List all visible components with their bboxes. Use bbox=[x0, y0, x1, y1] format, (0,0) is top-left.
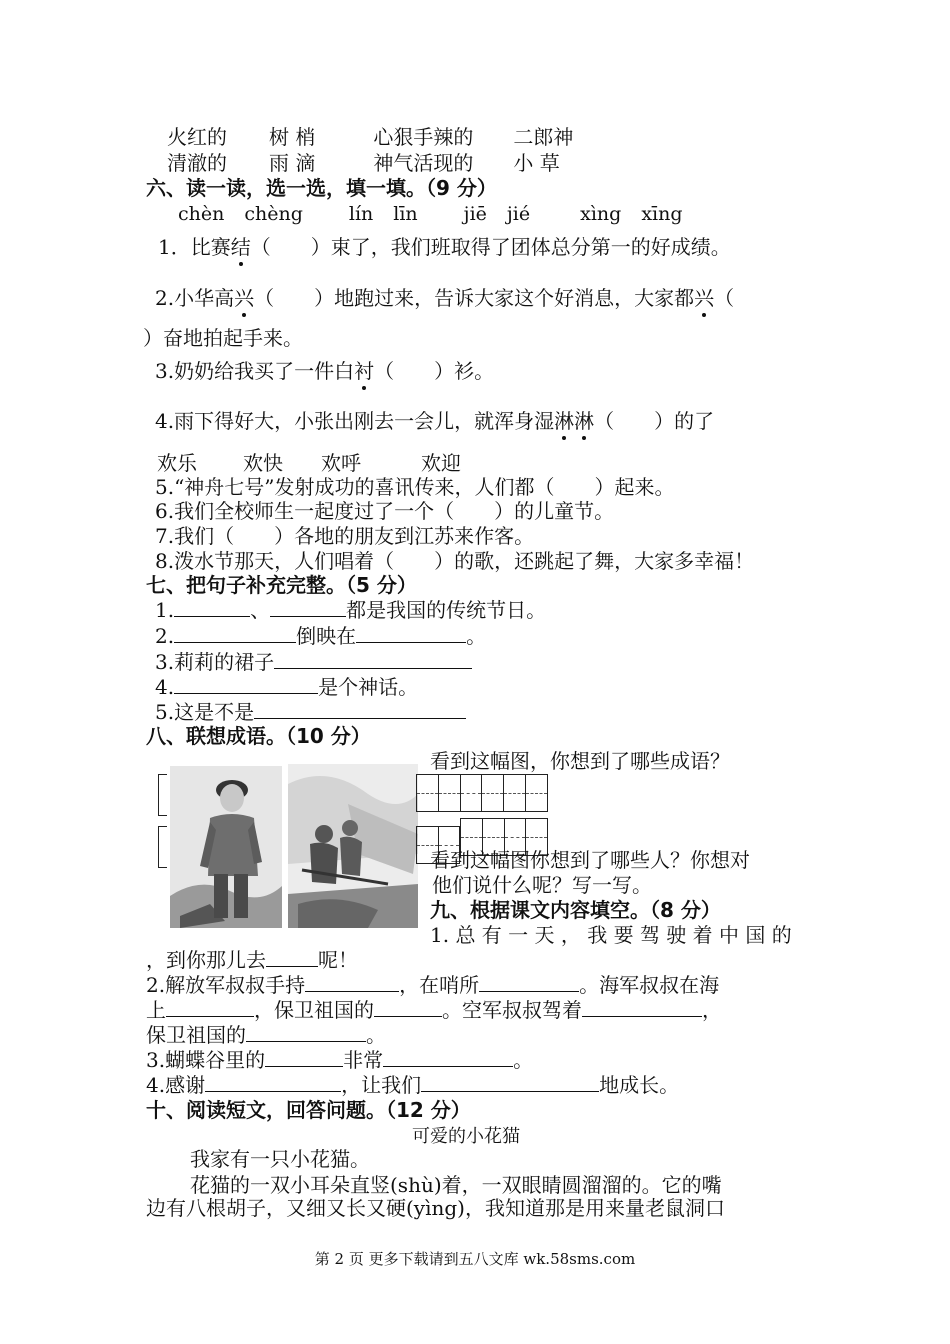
section-10-title: 十、阅读短文，回答问题。（12 分） bbox=[146, 1098, 471, 1122]
text: （ ）衫。 bbox=[374, 359, 495, 383]
question-9-2 bbox=[146, 972, 719, 998]
match-word: 火红的 bbox=[167, 125, 227, 149]
answer-bracket bbox=[158, 774, 167, 816]
grid-cell[interactable] bbox=[461, 775, 483, 811]
text: 1．比赛 bbox=[158, 235, 231, 259]
pinyin: chèng bbox=[244, 203, 303, 225]
text: 保卫祖国的 bbox=[146, 1023, 246, 1047]
section-9-title: 九、根据课文内容填空。（8 分） bbox=[430, 898, 721, 922]
dotted-char: 兴 bbox=[694, 286, 715, 310]
text: 3.莉莉的裙子 bbox=[155, 650, 275, 674]
question-7-1 bbox=[155, 597, 546, 623]
word: 欢快 bbox=[243, 451, 283, 475]
text: 地成长。 bbox=[599, 1073, 680, 1097]
match-row-1 bbox=[167, 124, 573, 150]
answer-blank[interactable] bbox=[270, 598, 346, 617]
soldiers-illustration bbox=[288, 764, 418, 928]
dotted-char: 淋 bbox=[554, 409, 575, 433]
grid-cell[interactable] bbox=[439, 775, 461, 811]
match-word: 心狠手辣的 bbox=[373, 125, 474, 149]
pinyin-row bbox=[178, 201, 683, 227]
answer-blank[interactable] bbox=[383, 1048, 513, 1067]
pinyin: līn bbox=[393, 203, 418, 225]
section-6-title: 六、读一读，选一选，填一填。（9 分） bbox=[146, 176, 497, 200]
text: （ ）束了，我们班取得了团体总分第一的好成绩。 bbox=[250, 235, 731, 259]
text: 倒映在 bbox=[296, 624, 357, 648]
match-word: 清澈的 bbox=[167, 151, 227, 175]
answer-blank[interactable] bbox=[166, 998, 254, 1017]
dotted-char: 淋 bbox=[574, 409, 595, 433]
story-paragraph-2-cont: 边有八根胡子，又细又长又硬(yìng)，我知道那是用来量老鼠洞口 bbox=[146, 1196, 725, 1220]
question-6-8: 8.泼水节那天，人们唱着（ ）的歌，还跳起了舞，大家多幸福！ bbox=[155, 549, 755, 573]
grid-cell[interactable] bbox=[504, 775, 526, 811]
question-6-2 bbox=[155, 285, 734, 311]
text: 。 bbox=[466, 624, 487, 648]
text: 3.蝴蝶谷里的 bbox=[146, 1048, 266, 1072]
answer-blank[interactable] bbox=[205, 1073, 341, 1092]
question-7-2 bbox=[155, 623, 486, 649]
answer-blank[interactable] bbox=[479, 973, 579, 992]
grid-cell[interactable] bbox=[526, 775, 547, 811]
pinyin: jié bbox=[506, 203, 531, 225]
text: 4. bbox=[155, 675, 175, 699]
text: 。 bbox=[366, 1023, 386, 1047]
text: 上 bbox=[146, 998, 166, 1022]
pinyin: lín bbox=[348, 203, 374, 225]
text: 是个神话。 bbox=[318, 675, 419, 699]
text: ， bbox=[702, 998, 722, 1022]
dotted-char: 兴 bbox=[234, 286, 255, 310]
text: 都是我国的传统节日。 bbox=[346, 598, 547, 622]
match-row-2 bbox=[167, 150, 560, 176]
question-8-2: 看到这幅图你想到了哪些人？你想对 bbox=[430, 848, 750, 872]
question-8-1: 看到这幅图，你想到了哪些成语？ bbox=[430, 749, 730, 773]
match-word: 神气活现的 bbox=[373, 151, 474, 175]
question-9-4 bbox=[146, 1072, 679, 1098]
question-7-3 bbox=[155, 649, 472, 675]
question-7-5 bbox=[155, 699, 466, 725]
answer-blank[interactable] bbox=[174, 675, 318, 694]
question-6-3 bbox=[155, 358, 494, 384]
text: 2.小华高 bbox=[155, 286, 235, 310]
text: 1. bbox=[155, 598, 175, 622]
question-6-7: 7.我们（ ）各地的朋友到江苏来作客。 bbox=[155, 524, 535, 548]
answer-blank[interactable] bbox=[421, 1073, 599, 1092]
answer-blank[interactable] bbox=[582, 998, 702, 1017]
question-6-1 bbox=[158, 234, 731, 260]
text: 非常 bbox=[343, 1048, 384, 1072]
text: 2. bbox=[155, 624, 175, 648]
text: 4.雨下得好大，小张出刚去一会儿，就浑身湿 bbox=[155, 409, 555, 433]
text: 、 bbox=[250, 598, 271, 622]
question-9-3 bbox=[146, 1047, 533, 1073]
question-9-1-cont bbox=[146, 947, 358, 973]
answer-blank[interactable] bbox=[254, 700, 466, 719]
story-paragraph-2: 花猫的一双小耳朵直竖(shù)着，一双眼睛圆溜溜的。它的嘴 bbox=[190, 1173, 722, 1197]
text: 3.奶奶给我买了一件白 bbox=[155, 359, 355, 383]
answer-blank[interactable] bbox=[266, 948, 318, 967]
text: 。空军叔叔驾着 bbox=[442, 998, 582, 1022]
answer-blank[interactable] bbox=[265, 1048, 343, 1067]
question-8-2-cont: 他们说什么呢？写一写。 bbox=[432, 873, 652, 897]
text: ，让我们 bbox=[341, 1073, 422, 1097]
question-9-2-end bbox=[146, 1022, 386, 1048]
question-9-2-cont bbox=[146, 997, 722, 1023]
match-word: 雨 滴 bbox=[269, 151, 316, 175]
answer-blank[interactable] bbox=[305, 973, 399, 992]
text: 。 bbox=[513, 1048, 534, 1072]
answer-blank[interactable] bbox=[374, 998, 442, 1017]
boy-illustration bbox=[170, 766, 282, 928]
pinyin: chèn bbox=[178, 203, 225, 225]
text: 4.感谢 bbox=[146, 1073, 206, 1097]
word: 欢迎 bbox=[421, 451, 461, 475]
question-6-6: 6.我们全校师生一起度过了一个（ ）的儿童节。 bbox=[155, 499, 615, 523]
pinyin: jiē bbox=[463, 203, 487, 225]
text: （ ）地跑过来，告诉大家这个好消息，大家都 bbox=[254, 286, 695, 310]
answer-blank[interactable] bbox=[274, 650, 472, 669]
story-paragraph-1: 我家有一只小花猫。 bbox=[190, 1147, 370, 1171]
question-7-4 bbox=[155, 674, 418, 700]
text: （ bbox=[714, 286, 735, 310]
answer-blank[interactable] bbox=[174, 598, 250, 617]
text: （ ）的了 bbox=[594, 409, 715, 433]
answer-blank[interactable] bbox=[356, 624, 466, 643]
section-7-title: 七、把句子补充完整。（5 分） bbox=[146, 573, 417, 597]
text: 。海军叔叔在海 bbox=[579, 973, 720, 997]
match-word: 小 草 bbox=[513, 151, 560, 175]
text: 呢！ bbox=[318, 948, 358, 972]
text: 5.这是不是 bbox=[155, 700, 255, 724]
word-bank bbox=[157, 450, 461, 476]
dotted-char: 衬 bbox=[354, 359, 375, 383]
grid-cell[interactable] bbox=[482, 775, 504, 811]
question-6-2-cont: ）奋地拍起手来。 bbox=[143, 326, 303, 350]
answer-blank[interactable] bbox=[174, 624, 296, 643]
page-footer: 第 2 页 更多下载请到五八文库 wk.58sms.com bbox=[314, 1250, 636, 1268]
story-title: 可爱的小花猫 bbox=[412, 1126, 520, 1147]
word: 欢呼 bbox=[321, 451, 361, 475]
text: ，保卫祖国的 bbox=[254, 998, 374, 1022]
text: 2.解放军叔叔手持 bbox=[146, 973, 306, 997]
text: ，在哨所 bbox=[399, 973, 480, 997]
question-6-4 bbox=[155, 408, 714, 434]
grid-cell[interactable] bbox=[417, 775, 439, 811]
dotted-char: 结 bbox=[230, 235, 251, 259]
pinyin: xìng bbox=[580, 203, 622, 225]
idiom-grid-1[interactable] bbox=[416, 774, 548, 812]
word: 欢乐 bbox=[157, 451, 197, 475]
section-8-title: 八、联想成语。（10 分） bbox=[146, 724, 371, 748]
answer-blank[interactable] bbox=[246, 1023, 366, 1042]
match-word: 树 梢 bbox=[269, 125, 316, 149]
question-6-5: 5.“神舟七号”发射成功的喜讯传来，人们都（ ）起来。 bbox=[155, 475, 675, 499]
pinyin: xīng bbox=[641, 203, 683, 225]
match-word: 二郎神 bbox=[513, 125, 574, 149]
text: ，到你那儿去 bbox=[146, 948, 266, 972]
question-9-1: 1. 总 有 一 天 ， 我 要 驾 驶 着 中 国 的 bbox=[430, 923, 792, 947]
answer-bracket bbox=[158, 826, 167, 868]
